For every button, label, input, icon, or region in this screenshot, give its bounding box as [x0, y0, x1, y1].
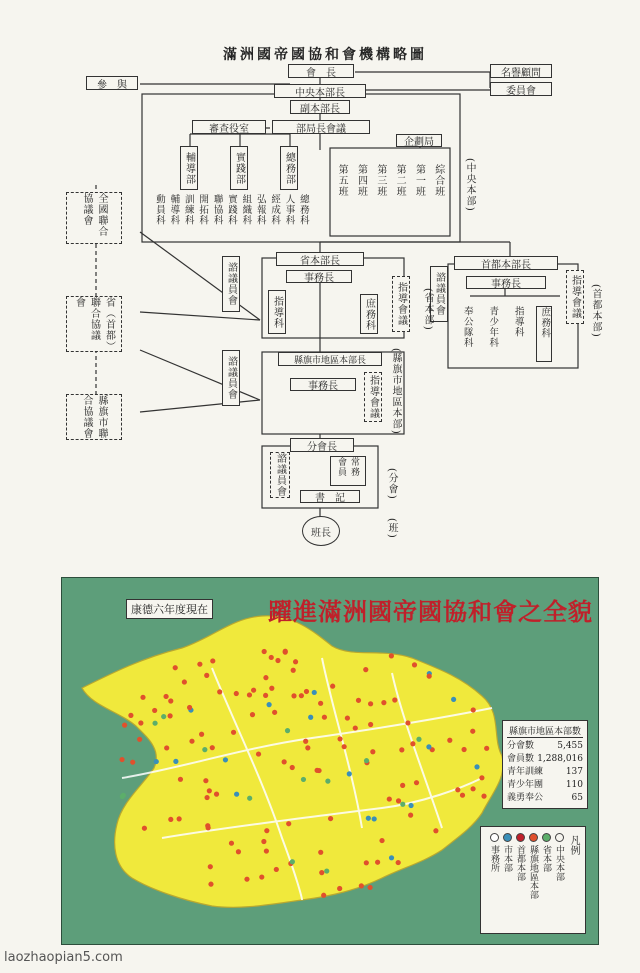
province-joint-council-box — [66, 296, 122, 352]
team-item: 第一班 — [413, 164, 425, 197]
map-dot — [231, 730, 236, 735]
map-dot — [290, 859, 295, 864]
map-dot — [167, 713, 172, 718]
map-dot — [130, 760, 135, 765]
map-dot — [154, 759, 159, 764]
map-dot — [205, 823, 210, 828]
stats-label: 青少年團 — [507, 780, 544, 790]
legend-dot — [490, 833, 499, 842]
capital-section: 青少年科 — [487, 306, 499, 348]
capital-hq-note: (首都本部) — [590, 284, 601, 338]
map-dot — [173, 665, 178, 670]
map-dot — [137, 737, 142, 742]
planning-box — [396, 134, 442, 147]
map-dot — [364, 860, 369, 865]
map-dot — [389, 653, 394, 658]
map-dot — [416, 737, 421, 742]
map-dot — [470, 729, 475, 734]
map-dot — [199, 732, 204, 737]
legend-label: 中央本部 — [554, 845, 564, 881]
map-dot — [187, 705, 192, 710]
map-dot — [359, 883, 364, 888]
map-dot — [308, 715, 313, 720]
map-dot — [178, 777, 183, 782]
map-dot — [321, 893, 326, 898]
map-dot — [234, 792, 239, 797]
map-dot — [381, 700, 386, 705]
map-dot — [337, 736, 342, 741]
stats-row — [507, 779, 583, 792]
map-dot — [122, 723, 127, 728]
map-dot — [140, 695, 145, 700]
watermark: laozhaopian5.com — [4, 950, 123, 965]
county-chief-box — [278, 352, 382, 366]
map-dot — [318, 850, 323, 855]
map-dot — [474, 764, 479, 769]
map-dot — [291, 693, 296, 698]
map-dot — [370, 749, 375, 754]
map-dot — [410, 741, 415, 746]
central-dept-general: 總務部 — [280, 146, 298, 190]
central-subsection: 實踐科 — [225, 194, 237, 226]
province-secretary-box — [286, 270, 352, 283]
map-dot — [121, 793, 126, 798]
member-committee-box — [490, 82, 552, 96]
team-item: 第五班 — [336, 164, 348, 197]
map-dot — [479, 775, 484, 780]
map-dot — [264, 848, 269, 853]
map-dot — [451, 697, 456, 702]
legend-dot — [516, 833, 525, 842]
central-subsection: 輔導科 — [168, 194, 180, 226]
hq-chief-label: 中央本部長 — [295, 87, 345, 99]
stats-value: 137 — [565, 767, 583, 777]
map-dot — [312, 690, 317, 695]
map-dot — [182, 679, 187, 684]
map-dot — [368, 885, 373, 890]
branch-clerk-label: 書 記 — [315, 493, 345, 504]
county-joint-council-box — [66, 394, 122, 440]
dept-chief-label: 部局長會議 — [296, 123, 346, 135]
map-dot — [316, 768, 321, 773]
province-joint-council-label: 省（首都）聯合協議會 — [73, 297, 115, 347]
legend-item — [514, 833, 527, 881]
map-dot — [229, 841, 234, 846]
map-dot — [274, 867, 279, 872]
province-guidance-box: 指導科 — [268, 290, 286, 334]
map-dot — [427, 674, 432, 679]
map-dot — [347, 771, 352, 776]
legend-item — [553, 833, 566, 881]
member-committee-label: 委員會 — [506, 85, 536, 97]
central-subsection: 弘報科 — [254, 194, 266, 226]
map-dot — [189, 739, 194, 744]
central-subsection: 開拓科 — [197, 194, 209, 226]
map-dot — [372, 816, 377, 821]
map-dot — [301, 777, 306, 782]
legend-item — [527, 833, 540, 899]
map-dot — [345, 715, 350, 720]
map-dot — [293, 659, 298, 664]
map-dot — [161, 714, 166, 719]
map-dot — [337, 886, 342, 891]
map-dot — [244, 877, 249, 882]
legend-item — [540, 833, 553, 872]
hq-vice-box — [290, 100, 350, 114]
stats-label: 義勇奉公 — [507, 793, 544, 803]
map-dot — [330, 684, 335, 689]
central-subsection: 經成科 — [269, 194, 281, 226]
map-dot — [286, 821, 291, 826]
map-dot — [152, 708, 157, 713]
map-dot — [356, 698, 361, 703]
province-guidance-council-box: 指導會議 — [392, 276, 410, 332]
stats-row — [507, 792, 583, 805]
map-dot — [304, 689, 309, 694]
province-hq-note: (省本部) — [422, 288, 433, 331]
map-dot — [433, 828, 438, 833]
stats-table — [502, 720, 588, 809]
team-item: 第二班 — [394, 164, 406, 197]
capital-chief-box — [454, 256, 558, 270]
map-dot — [363, 667, 368, 672]
national-assembly-label: 全國聯合協議會 — [81, 193, 107, 237]
map-dot — [202, 747, 207, 752]
team-list — [332, 164, 448, 234]
map-dot — [251, 688, 256, 693]
team-item: 第四班 — [355, 164, 367, 197]
team-note: (班) — [386, 518, 397, 539]
map-dot — [342, 744, 347, 749]
stats-label: 分會數 — [507, 741, 535, 751]
map-dot — [379, 838, 384, 843]
map-dot — [247, 796, 252, 801]
map-dot — [250, 712, 255, 717]
map-dot — [138, 720, 143, 725]
map-dot — [247, 692, 252, 697]
legend-dot — [555, 833, 564, 842]
map-dot — [375, 860, 380, 865]
map-dot — [208, 864, 213, 869]
branch-chief-label: 分會長 — [307, 441, 337, 453]
map-dot — [164, 745, 169, 750]
manchukuo-map — [61, 577, 599, 945]
map-dot — [234, 691, 239, 696]
capital-section: 奉公隊科 — [461, 306, 473, 348]
advisor-box — [490, 64, 552, 78]
map-dot — [203, 778, 208, 783]
legend-label: 首都本部 — [515, 845, 525, 881]
planning-label: 企劃局 — [404, 137, 434, 148]
map-dot — [408, 813, 413, 818]
capital-section: 指導科 — [512, 306, 524, 338]
map-dot — [272, 710, 277, 715]
map-dot — [207, 788, 212, 793]
province-chief-box — [276, 252, 364, 266]
map-dot — [282, 759, 287, 764]
map-dot — [481, 794, 486, 799]
province-general-box: 庶務科 — [360, 294, 378, 334]
stats-label: 青年訓練 — [507, 767, 544, 777]
map-dot — [163, 694, 168, 699]
map-dot — [152, 721, 157, 726]
map-dot — [210, 745, 215, 750]
central-dept-guidance: 輔導部 — [180, 146, 198, 190]
team-item: 綜合班 — [432, 164, 444, 197]
map-dot — [168, 817, 173, 822]
map-dot — [396, 860, 401, 865]
map-dot — [400, 783, 405, 788]
capital-secretary-label: 事務長 — [491, 279, 521, 290]
map-dot — [460, 793, 465, 798]
central-subsections — [152, 194, 310, 240]
legend-dot — [542, 833, 551, 842]
secretary-label: 審查役室 — [209, 123, 249, 135]
stats-label: 會員數 — [507, 754, 535, 764]
capital-secretary-box — [466, 276, 546, 289]
map-dot — [256, 751, 261, 756]
legend-item — [501, 833, 514, 872]
chairman-box — [288, 64, 354, 78]
map-dot — [204, 673, 209, 678]
central-subsection: 總務科 — [297, 194, 309, 226]
map-dot — [328, 816, 333, 821]
branch-standing-box: 常務會員 — [330, 456, 366, 486]
map-dot — [412, 662, 417, 667]
legend-title: 凡例 — [568, 835, 579, 855]
advisor-label: 名譽顧問 — [501, 67, 541, 79]
chairman-label: 會 長 — [306, 67, 336, 79]
central-subsection: 訓練科 — [182, 194, 194, 226]
map-legend — [480, 826, 586, 934]
map-dot — [470, 786, 475, 791]
map-dot — [368, 701, 373, 706]
map-dot — [408, 803, 413, 808]
stats-value: 5,455 — [557, 741, 583, 751]
stats-row — [507, 740, 583, 753]
map-title: 躍進滿洲國帝國協和會之全貌 — [268, 597, 593, 626]
map-dot — [283, 649, 288, 654]
county-chief-label: 縣旗市地區本部長 — [293, 355, 366, 366]
map-dot — [197, 662, 202, 667]
stats-title: 縣旗市地區本部數 — [507, 724, 583, 738]
map-era-label: 康德六年度現在 — [126, 599, 213, 619]
team-leader-label: 班長 — [311, 527, 331, 539]
map-dot — [405, 720, 410, 725]
map-dot — [214, 792, 219, 797]
province-secretary-label: 事務長 — [304, 273, 334, 284]
hq-chief-box — [274, 84, 366, 98]
participate-box — [86, 76, 138, 90]
map-dot — [318, 701, 323, 706]
map-dot — [210, 658, 215, 663]
map-dot — [319, 870, 324, 875]
branch-note: (分會) — [386, 468, 397, 500]
legend-dot — [529, 833, 538, 842]
capital-guidance-council-box: 指導會議 — [566, 270, 584, 324]
central-dept-practice: 實踐部 — [230, 146, 248, 190]
capital-sections — [454, 306, 558, 362]
map-dot — [291, 668, 296, 673]
map-dot — [275, 658, 280, 663]
map-dot — [484, 746, 489, 751]
dept-chief-box — [272, 120, 370, 134]
map-dot — [366, 816, 371, 821]
map-dot — [387, 796, 392, 801]
stats-value: 65 — [571, 793, 583, 803]
map-dot — [299, 693, 304, 698]
map-dot — [128, 713, 133, 718]
map-dot — [414, 780, 419, 785]
map-dot — [208, 882, 213, 887]
map-dot — [368, 722, 373, 727]
branch-clerk-box — [300, 490, 360, 503]
map-dot — [223, 757, 228, 762]
team-leader-box — [302, 516, 340, 546]
map-dot — [263, 693, 268, 698]
legend-dot — [503, 833, 512, 842]
map-dot — [269, 686, 274, 691]
county-joint-council-label: 縣旗市聯合協議會 — [81, 395, 107, 439]
province-chief-label: 省本部長 — [300, 255, 340, 267]
capital-section: 庶務科 — [536, 306, 552, 362]
map-dot — [389, 855, 394, 860]
map-dot — [290, 765, 295, 770]
map-dot — [353, 725, 358, 730]
map-dot — [217, 689, 222, 694]
central-subsection: 人事科 — [283, 194, 295, 226]
map-dot — [364, 758, 369, 763]
map-dot — [264, 828, 269, 833]
branch-consultants-box: 諮議員會 — [270, 452, 290, 498]
legend-label: 縣旗地區本部 — [528, 845, 538, 899]
county-secretary-box — [290, 378, 356, 391]
map-dot — [119, 757, 124, 762]
county-hq-note: (縣旗市地區本部) — [390, 348, 401, 435]
participate-label: 參 與 — [97, 79, 127, 91]
team-item: 第三班 — [374, 164, 386, 197]
map-dot — [322, 715, 327, 720]
map-dot — [177, 816, 182, 821]
central-subsection: 聯協科 — [211, 194, 223, 226]
map-dot — [261, 839, 266, 844]
map-dot — [324, 868, 329, 873]
map-dot — [303, 739, 308, 744]
stats-value: 1,288,016 — [537, 754, 583, 764]
map-dot — [285, 728, 290, 733]
map-dot — [236, 849, 241, 854]
secretary-box — [192, 120, 266, 134]
org-chart-title: 滿洲國帝國協和會機構略圖 — [223, 47, 427, 63]
map-dot — [305, 745, 310, 750]
map-dot — [173, 759, 178, 764]
map-dot — [259, 874, 264, 879]
county-consultants-box: 諮議員會 — [222, 350, 240, 406]
national-assembly-box — [66, 192, 122, 244]
map-dot — [262, 649, 267, 654]
legend-item — [488, 833, 501, 872]
map-dot — [455, 787, 460, 792]
legend-label: 省本部 — [541, 845, 551, 872]
stats-row — [507, 753, 583, 766]
county-guidance-council-box: 指導會議 — [364, 372, 382, 422]
map-dot — [399, 747, 404, 752]
map-dot — [461, 747, 466, 752]
map-dot — [392, 697, 397, 702]
map-dot — [142, 826, 147, 831]
legend-label: 事務所 — [489, 845, 499, 872]
county-secretary-label: 事務長 — [308, 381, 338, 392]
map-dot — [325, 779, 330, 784]
map-dot — [400, 802, 405, 807]
central-subsection: 組織科 — [240, 194, 252, 226]
capital-chief-label: 首都本部長 — [481, 259, 531, 271]
map-dot — [204, 795, 209, 800]
map-dot — [447, 738, 452, 743]
legend-label: 市本部 — [502, 845, 512, 872]
map-dot — [168, 698, 173, 703]
stats-value: 110 — [565, 780, 583, 790]
map-dot — [471, 707, 476, 712]
map-dot — [426, 744, 431, 749]
hq-vice-label: 副本部長 — [300, 103, 340, 115]
central-subsection: 動員科 — [154, 194, 165, 226]
central-hq-note: (中央本部) — [464, 158, 475, 212]
map-dot — [269, 655, 274, 660]
map-dot — [263, 675, 268, 680]
stats-row — [507, 766, 583, 779]
branch-chief-box — [290, 438, 354, 452]
capital-consultants-box: 諮議員會 — [430, 266, 448, 322]
province-consultants-box: 諮議員會 — [222, 256, 240, 312]
map-dot — [396, 798, 401, 803]
map-dot — [267, 702, 272, 707]
